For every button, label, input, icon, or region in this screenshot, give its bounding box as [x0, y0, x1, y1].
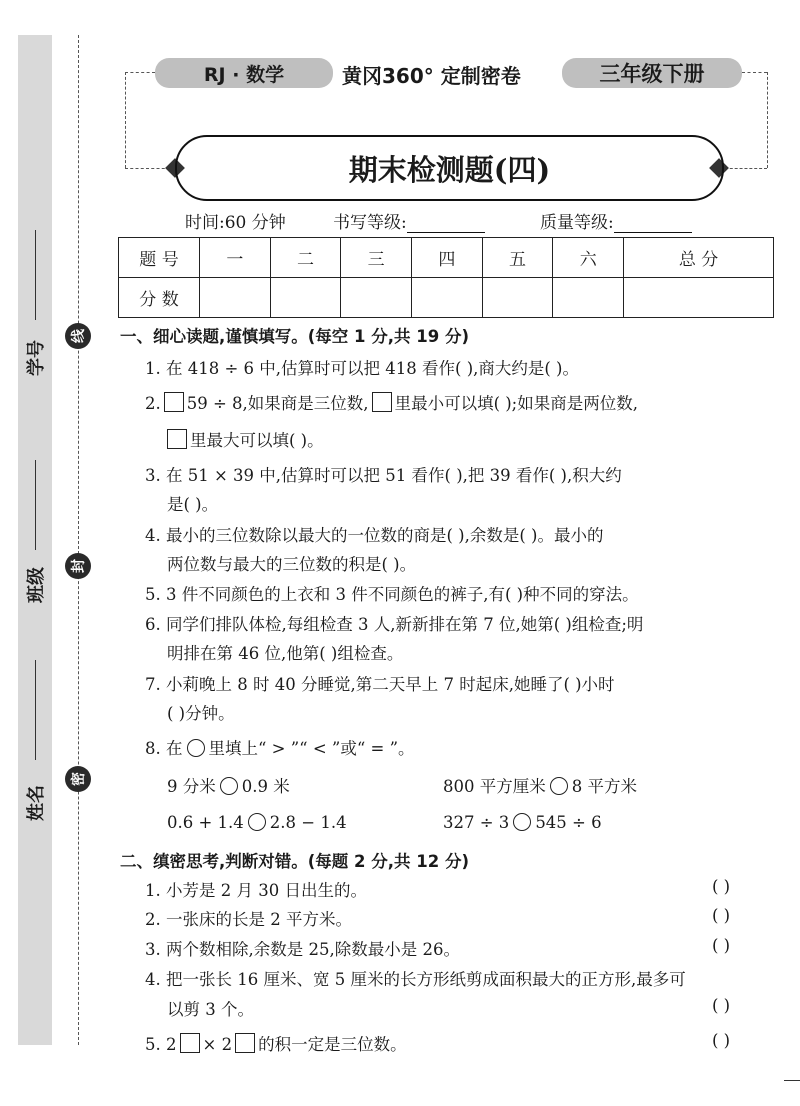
header-dash-left-v — [125, 72, 126, 168]
student-id-line — [35, 230, 36, 320]
grade-pill: 三年级下册 — [562, 58, 742, 88]
score-col-6: 六 — [553, 238, 624, 278]
q2-number: 2. — [145, 394, 161, 413]
s2-question-1: 1. 小芳是 2 月 30 日出生的。 — [145, 881, 367, 900]
digit-box[interactable] — [164, 392, 184, 412]
score-cell[interactable] — [553, 278, 624, 318]
digit-box[interactable] — [235, 1033, 255, 1053]
s1-question-6: 6. 同学们排队体检,每组检查 3 人,新新排在第 7 位,她第( )组检查;明 — [145, 615, 644, 634]
s1-question-6-cont: 明排在第 46 位,他第( )组检查。 — [167, 644, 404, 663]
score-table-header-row — [119, 238, 774, 278]
class-line — [35, 460, 36, 550]
q8-text-post: 里填上“ > ”“ < ”或“ = ”。 — [208, 739, 415, 758]
seal-mark-seal: 封 — [65, 553, 91, 579]
answer-paren[interactable]: ( ) — [712, 936, 731, 955]
binding-cut-line — [78, 35, 79, 1045]
compare-left: 800 平方厘米 — [443, 777, 546, 796]
class-label: 班级 — [26, 567, 47, 603]
score-header-label: 题 号 — [119, 238, 200, 278]
compare-item-4 — [443, 813, 602, 832]
s2-question-4: 4. 把一张长 16 厘米、宽 5 厘米的长方形纸剪成面积最大的正方形,最多可 — [145, 970, 686, 989]
s1-question-3-cont: 是( )。 — [167, 495, 219, 514]
page-title: 期末检测题(四) — [175, 135, 724, 201]
header-dash-left — [125, 72, 155, 73]
compare-left: 327 ÷ 3 — [443, 813, 510, 832]
compare-right: 8 平方米 — [571, 777, 637, 796]
s1-question-3: 3. 在 51 × 39 中,估算时可以把 51 看作( ),把 39 看作( ),积大约 — [145, 466, 622, 485]
student-id-label: 学号 — [26, 340, 47, 376]
score-table — [118, 237, 774, 318]
score-cell[interactable] — [624, 278, 774, 318]
score-col-3: 三 — [341, 238, 412, 278]
compare-right: 0.9 米 — [241, 777, 290, 796]
s1-question-7: 7. 小莉晚上 8 时 40 分睡觉,第二天早上 7 时起床,她睡了( )小时 — [145, 675, 615, 694]
subject-pill: RJ · 数学 — [155, 58, 333, 88]
time-limit: 时间:60 分钟 — [185, 213, 286, 233]
compare-left: 0.6 + 1.4 — [167, 813, 244, 832]
brand-text: 黄冈360° 定制密卷 — [342, 64, 521, 88]
digit-box[interactable] — [372, 392, 392, 412]
compare-item-3 — [167, 813, 347, 832]
q5-text-mid: × 2 — [202, 1035, 233, 1054]
score-cell[interactable] — [412, 278, 483, 318]
quality-grade — [540, 208, 692, 233]
seal-mark-line: 线 — [65, 323, 91, 349]
answer-paren[interactable]: ( ) — [712, 906, 731, 925]
section-1-title: 一、细心读题,谨慎填写。(每空 1 分,共 19 分) — [120, 327, 470, 346]
s1-question-5: 5. 3 件不同颜色的上衣和 3 件不同颜色的裤子,有( )种不同的穿法。 — [145, 585, 639, 604]
score-cell[interactable] — [482, 278, 553, 318]
s2-question-4-cont: 以剪 3 个。 — [167, 1000, 254, 1019]
writing-grade-field[interactable] — [407, 216, 485, 233]
q8-text-pre: 8. 在 — [145, 739, 183, 758]
seal-mark-secret: 密 — [65, 766, 91, 792]
answer-paren[interactable]: ( ) — [712, 996, 731, 1015]
q2-text-post: 里最小可以填( );如果商是两位数, — [394, 394, 638, 413]
section-2-title: 二、缜密思考,判断对错。(每题 2 分,共 12 分) — [120, 852, 470, 871]
name-line — [35, 660, 36, 760]
header-dash-right-v — [767, 72, 768, 168]
answer-paren[interactable]: ( ) — [712, 877, 731, 896]
header-dash-right — [742, 72, 767, 73]
score-col-5: 五 — [482, 238, 553, 278]
score-col-1: 一 — [200, 238, 271, 278]
q5-text-pre: 5. 2 — [145, 1035, 177, 1054]
compare-circle[interactable] — [550, 777, 568, 795]
compare-item-1 — [167, 773, 290, 797]
compare-circle[interactable] — [220, 777, 238, 795]
s1-question-2 — [145, 390, 638, 414]
compare-circle[interactable] — [513, 813, 531, 831]
quality-grade-field[interactable] — [614, 216, 692, 233]
q5-text-post: 的积一定是三位数。 — [258, 1035, 407, 1054]
compare-circle[interactable] — [248, 813, 266, 831]
s2-question-3: 3. 两个数相除,余数是 25,除数最小是 26。 — [145, 940, 460, 959]
s1-question-8 — [145, 735, 415, 759]
score-col-total: 总 分 — [624, 238, 774, 278]
writing-grade-label: 书写等级: — [333, 213, 407, 233]
s2-question-5 — [145, 1031, 407, 1055]
compare-circle-icon — [187, 739, 205, 757]
header-dash-left-h2 — [125, 168, 170, 169]
s2-question-2: 2. 一张床的长是 2 平方米。 — [145, 910, 352, 929]
q2-text-mid: 59 ÷ 8,如果商是三位数, — [186, 394, 369, 413]
score-col-2: 二 — [270, 238, 341, 278]
score-cell[interactable] — [200, 278, 271, 318]
digit-box[interactable] — [180, 1033, 200, 1053]
score-cell[interactable] — [270, 278, 341, 318]
quality-grade-label: 质量等级: — [540, 213, 614, 233]
q2-text-cont: 里最大可以填( )。 — [190, 431, 324, 450]
score-row-label: 分 数 — [119, 278, 200, 318]
s1-question-2-cont — [167, 427, 324, 451]
compare-item-2 — [443, 773, 637, 797]
score-col-4: 四 — [412, 238, 483, 278]
compare-right: 2.8 − 1.4 — [269, 813, 347, 832]
s1-question-4: 4. 最小的三位数除以最大的一位数的商是( ),余数是( )。最小的 — [145, 526, 604, 545]
s1-question-7-cont: ( )分钟。 — [167, 704, 235, 723]
writing-grade — [333, 208, 485, 233]
compare-right: 545 ÷ 6 — [535, 813, 602, 832]
page-corner-mark — [784, 1080, 800, 1081]
score-table-score-row — [119, 278, 774, 318]
compare-left: 9 分米 — [167, 777, 216, 796]
answer-paren[interactable]: ( ) — [712, 1031, 731, 1050]
digit-box[interactable] — [167, 429, 187, 449]
s1-question-4-cont: 两位数与最大的三位数的积是( )。 — [167, 555, 417, 574]
score-cell[interactable] — [341, 278, 412, 318]
s1-question-1: 1. 在 418 ÷ 6 中,估算时可以把 418 看作( ),商大约是( )。 — [145, 359, 579, 378]
name-label: 姓名 — [26, 785, 47, 821]
